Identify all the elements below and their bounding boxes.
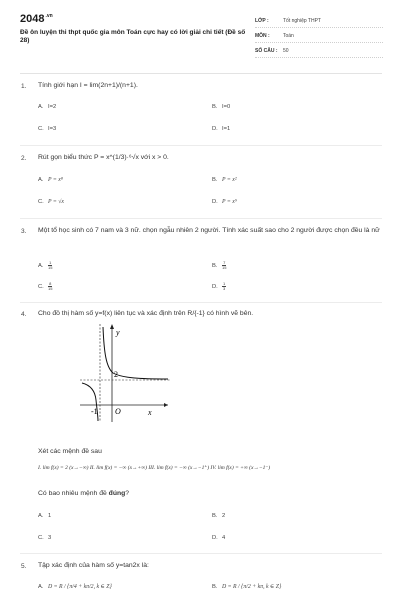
x-tick-label: -1	[91, 407, 98, 416]
subject-value: Toán	[283, 33, 294, 39]
question-1-option-b[interactable]: B. I=0	[212, 104, 231, 110]
question-3-option-a[interactable]: A. $\frac{1}{15}$	[38, 260, 53, 270]
question-1-number: 1.	[21, 83, 27, 90]
class-row	[255, 14, 383, 28]
question-4-option-c[interactable]: C. 3	[38, 535, 52, 541]
question-2-option-b[interactable]: B. P = x²	[212, 177, 237, 183]
question-4-option-d[interactable]: D. 4	[212, 535, 226, 541]
question-divider	[20, 553, 382, 554]
question-2-option-c[interactable]: C. P = √x	[38, 199, 65, 205]
question-4-subtext: Xét các mệnh đề sau	[38, 448, 102, 455]
header-divider	[20, 73, 382, 74]
question-3-option-d[interactable]: D. $\frac{1}{3}$	[212, 281, 226, 291]
question-2-option-a[interactable]: A. P = x⁸	[38, 177, 63, 183]
question-3-option-b[interactable]: B. $\frac{7}{15}$	[212, 260, 227, 270]
site-logo[interactable]: $2048^{.vn}$	[20, 13, 53, 25]
question-5-option-b[interactable]: B. D = R / {π/2 + kπ, k ∈ Z}	[212, 584, 282, 590]
question-divider	[20, 145, 382, 146]
x-axis-label: x	[148, 408, 152, 417]
origin-label: O	[115, 407, 121, 416]
y-tick-label: 2	[114, 370, 118, 379]
question-3-number: 3.	[21, 228, 27, 235]
x-axis-arrow	[164, 403, 168, 407]
count-label: SỐ CÂU :	[255, 48, 278, 54]
question-4-number: 4.	[21, 311, 27, 318]
exam-title: Đề ôn luyện thi thpt quốc gia môn Toán cực hay có lời giải chi tiết (Đề số 28)	[20, 29, 246, 44]
question-2-text: Rút gọn biểu thức P = x^(1/3)·⁶√x với x > 0.	[38, 154, 169, 161]
question-3-text: Một tổ học sinh có 7 nam và 3 nữ. chọn ngẫu nhiên 2 người. Tính xác suất sao cho 2 người được chọn đều là nữ	[38, 227, 380, 234]
y-axis-arrow	[110, 324, 114, 329]
function-graph	[80, 322, 170, 422]
question-1-text: Tính giới hạn I = lim(2n+1)/(n+1).	[38, 82, 138, 89]
question-1-option-d[interactable]: D. I=1	[212, 126, 231, 132]
question-4-statements: I. lim f(x) = 2 (x→−∞) II. lim f(x) = −∞ (x→+∞) III. lim f(x) = −∞ (x→−1⁺) IV. lim f(x) = +∞ (x→−1⁻)	[38, 465, 271, 471]
question-2-number: 2.	[21, 155, 27, 162]
question-divider	[20, 302, 382, 303]
right-branch-curve	[103, 327, 168, 379]
question-4-text: Cho đồ thị hàm số y=f(x) liên tục và xác định trên R/{-1} có hình vẽ bên.	[38, 310, 254, 317]
question-4-prompt: Có bao nhiêu mệnh đề đúng?	[38, 490, 130, 497]
question-5-option-a[interactable]: A. D = R / {π/4 + kπ/2, k ∈ Z}	[38, 584, 112, 590]
question-4-option-a[interactable]: A. 1	[38, 513, 52, 519]
class-label: LỚP :	[255, 18, 269, 24]
count-value: 50	[283, 48, 289, 54]
subject-label: MÔN :	[255, 33, 270, 39]
question-5-number: 5.	[21, 563, 27, 570]
question-5-text: Tập xác định của hàm số y=tan2x là:	[38, 562, 149, 569]
question-divider	[20, 218, 382, 219]
question-3-option-c[interactable]: C. $\frac{8}{15}$	[38, 281, 53, 291]
question-4-option-b[interactable]: B. 2	[212, 513, 226, 519]
subject-row	[255, 29, 383, 43]
count-row	[255, 44, 383, 58]
question-1-option-c[interactable]: C. I=3	[38, 126, 57, 132]
page-header	[0, 0, 400, 72]
y-axis-label: y	[116, 328, 120, 337]
class-value: Tốt nghiệp THPT	[283, 18, 321, 24]
question-1-option-a[interactable]: A. I=2	[38, 104, 57, 110]
question-2-option-d[interactable]: D. P = x⁹	[212, 199, 237, 205]
